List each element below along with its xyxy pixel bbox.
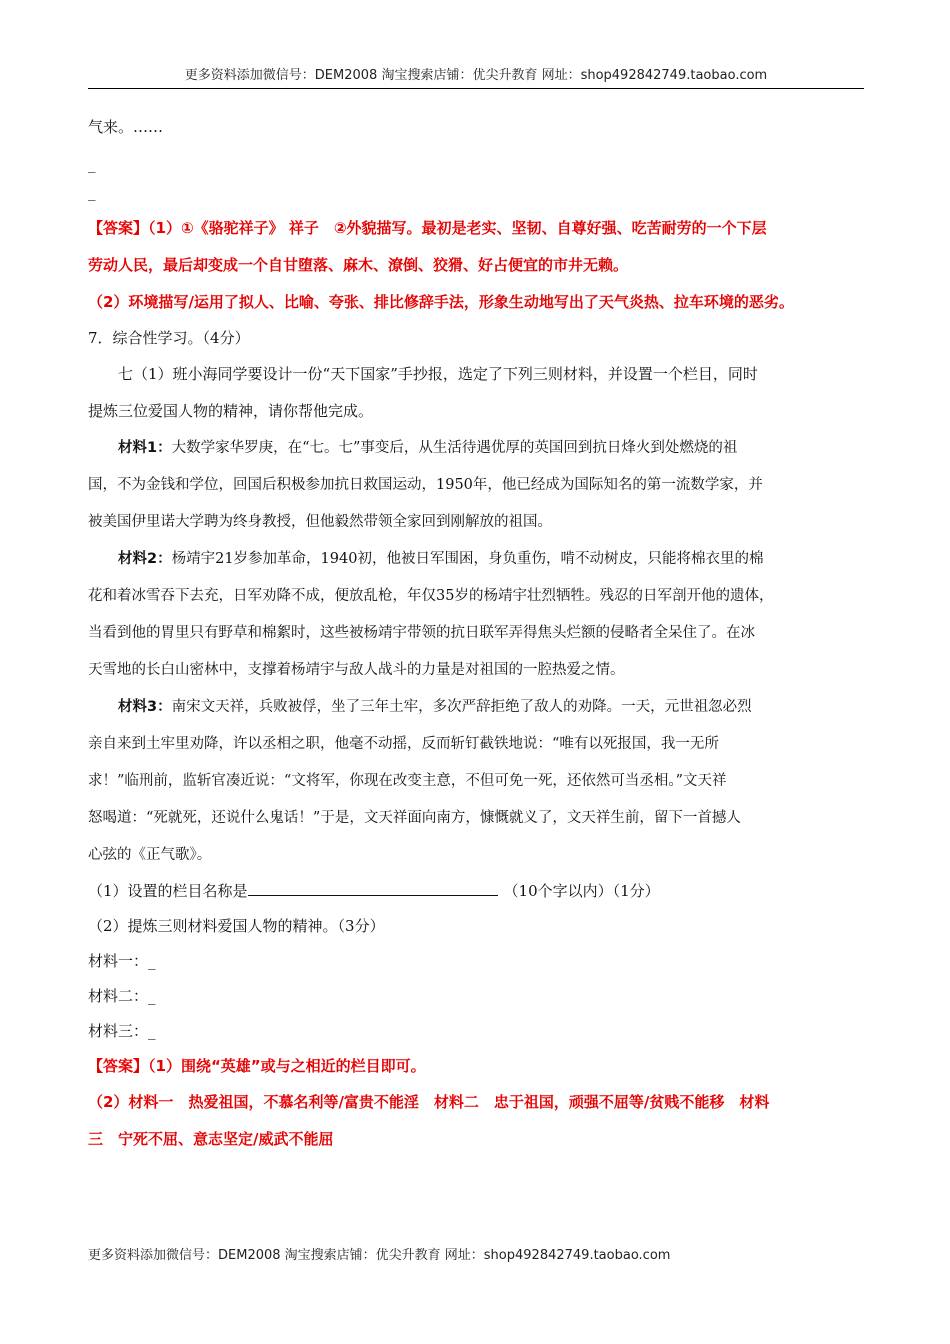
question-title: 7．综合性学习。（4分） [88, 329, 250, 347]
question-intro: 提炼三位爱国人物的精神，请你帮他完成。 [88, 402, 374, 420]
material-blank: 材料三：_ [88, 1022, 156, 1040]
material-3-label: 材料3： [118, 699, 172, 715]
answer-line: 三 宁死不屈、意志坚定/威武不能屈 [88, 1130, 334, 1148]
answer-line: 【答案】（1）①《骆驼祥子》 祥子 ②外貌描写。最初是老实、坚韧、自尊好强、吃苦耐劳的一个下层 [88, 219, 767, 237]
material-1-label: 材料1： [118, 440, 172, 456]
material-3-line: 怒喝道：“死就死，还说什么鬼话！”于是，文天祥面向南方，慷慨就义了，文天祥生前，留下一首撼人 [88, 810, 741, 826]
blank-dash: _ [88, 183, 96, 201]
page-header: 更多资料添加微信号：DEM2008 淘宝搜索店铺：优尖升教育 网址：shop492842749.taobao.com [88, 66, 864, 89]
material-2-line [88, 541, 866, 578]
question-1 [88, 874, 866, 909]
material-2-line: 花和着冰雪吞下去充，日军劝降不成，便放乱枪，年仅35岁的杨靖宇壮烈牺牲。残忍的日军剖开他的遗体， [88, 588, 774, 604]
question-2: （2）提炼三则材料爱国人物的精神。（3分） [88, 917, 385, 935]
text-line: 气来。…… [88, 118, 164, 136]
material-1-line: 国，不为金钱和学位，回国后积极参加抗日救国运动，1950年，他已经成为国际知名的第一流数学家，并 [88, 477, 763, 493]
material-3-line: 心弦的《正气歌》。 [88, 847, 212, 863]
question-1-suffix: （10个字以内）（1分） [503, 882, 660, 900]
question-1-prefix: （1）设置的栏目名称是 [88, 882, 248, 900]
material-text: 南宋文天祥，兵败被俘，坐了三年土牢，多次严辞拒绝了敌人的劝降。一天，元世祖忽必烈 [171, 699, 752, 715]
answer-blank [248, 881, 498, 896]
answer-line: （2）材料一 热爱祖国，不慕名利等/富贵不能淫 材料二 忠于祖国，顽强不屈等/贫贱不能移 材料 [88, 1093, 770, 1111]
material-2-line: 当看到他的胃里只有野草和棉絮时，这些被杨靖宇带领的抗日联军弄得焦头烂额的侵略者全呆住了。在冰 [88, 625, 755, 641]
answer-line: 劳动人民，最后却变成一个自甘堕落、麻木、潦倒、狡猾、好占便宜的市井无赖。 [88, 256, 629, 274]
material-1-line: 被美国伊里诺大学聘为终身教授，但他毅然带领全家回到刚解放的祖国。 [88, 514, 552, 530]
material-3-line: 亲自来到土牢里劝降，许以丞相之职，他毫不动摇，反而斩钉截铁地说：“唯有以死报国，我一无所 [88, 736, 719, 752]
material-1-line [88, 430, 866, 467]
answer-line: （2）环境描写/运用了拟人、比喻、夸张、排比修辞手法，形象生动地写出了天气炎热、拉车环境的恶劣。 [88, 293, 794, 311]
blank-dash: _ [88, 155, 96, 173]
material-blank: 材料一：_ [88, 952, 156, 970]
document-body [88, 112, 866, 1158]
material-text: 大数学家华罗庚，在“七。七”事变后，从生活待遇优厚的英国回到抗日烽火到处燃烧的祖 [171, 440, 738, 456]
material-2-line: 天雪地的长白山密林中，支撑着杨靖宇与敌人战斗的力量是对祖国的一腔热爱之情。 [88, 662, 625, 678]
material-3-line [88, 689, 866, 726]
question-intro: 七（1）班小海同学要设计一份“天下国家”手抄报，选定了下列三则材料，并设置一个栏目，同时 [118, 365, 758, 383]
material-blank: 材料二：_ [88, 987, 156, 1005]
page-footer: 更多资料添加微信号：DEM2008 淘宝搜索店铺：优尖升教育 网址：shop492842749.taobao.com [88, 1248, 671, 1263]
material-text: 杨靖宇21岁参加革命，1940初，他被日军围困，身负重伤，啃不动树皮，只能将棉衣里的棉 [171, 551, 764, 567]
material-3-line: 求！”临刑前，监斩官凑近说：“文将军，你现在改变主意，不但可免一死，还依然可当丞相。”文天祥 [88, 773, 727, 789]
answer-line: 【答案】（1）围绕“英雄”或与之相近的栏目即可。 [88, 1057, 426, 1075]
material-2-label: 材料2： [118, 551, 172, 567]
